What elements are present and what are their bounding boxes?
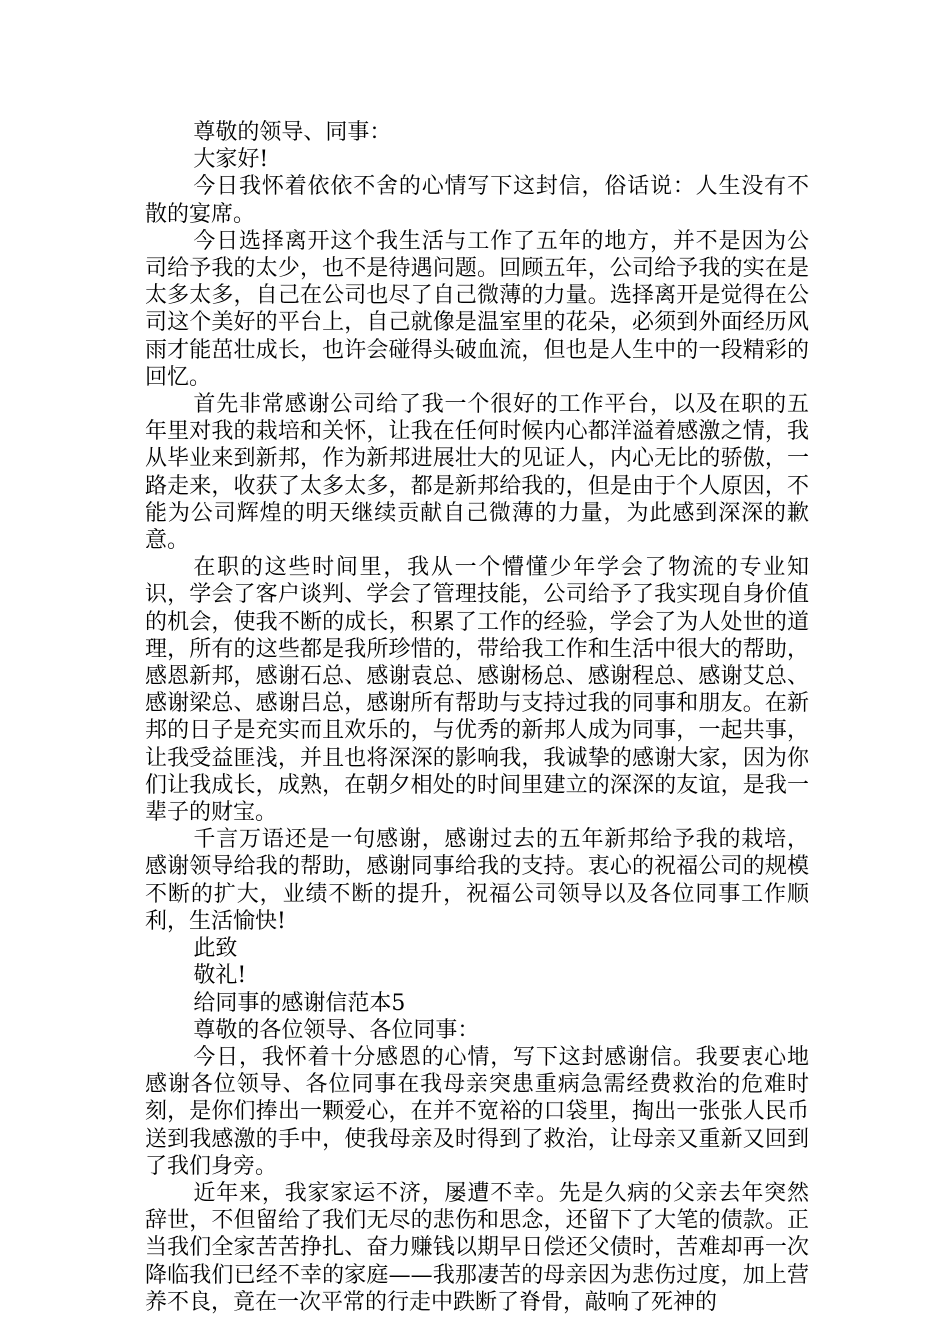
body-paragraph: 千言万语还是一句感谢，感谢过去的五年新邦给予我的栽培，感谢领导给我的帮助，感谢同事给我的支持。衷心的祝福公司的规模不断的扩大，业绩不断的提升，祝福公司领导以及各位同事工作顺利，生活愉快!	[145, 827, 809, 934]
closing-line: 此致	[193, 936, 238, 962]
body-paragraph: 今日，我怀着十分感恩的心情，写下这封感谢信。我要衷心地感谢各位领导、各位同事在我母亲突患重病急需经费救治的危难时刻，是你们捧出一颗爱心，在并不宽裕的口袋里，掏出一张张人民币送到我感激的手中，使我母亲及时得到了救治，让母亲又重新又回到了我们身旁。	[145, 1044, 809, 1179]
body-paragraph: 今日选择离开这个我生活与工作了五年的地方，并不是因为公司给予我的太少，也不是待遇问题。回顾五年，公司给予我的实在是太多太多，自己在公司也尽了自己微薄的力量。选择离开是觉得在公司这个美好的平台上，自己就像是温室里的花朵，必须到外面经历风雨才能茁壮成长，也许会碰得头破血流，但也是人生中的一段精彩的回忆。	[145, 228, 809, 390]
section-title: 给同事的感谢信范本5	[193, 990, 406, 1016]
salutation: 尊敬的各位领导、各位同事：	[193, 1017, 480, 1043]
greeting: 大家好!	[193, 147, 269, 173]
document-page	[145, 119, 809, 1316]
body-paragraph: 近年来，我家家运不济，屡遭不幸。先是久病的父亲去年突然辞世，不但留给了我们无尽的悲伤和思念，还留下了大笔的债款。正当我们全家苦苦挣扎、奋力赚钱以期早日偿还父债时，苦难却再一次降临我们已经不幸的家庭——我那凄苦的母亲因为悲伤过度，加上营养不良，竟在一次平常的行走中跌断了脊骨，敲响了死神的	[145, 1180, 809, 1315]
body-paragraph: 在职的这些时间里，我从一个懵懂少年学会了物流的专业知识，学会了客户谈判、学会了管理技能，公司给予了我实现自身价值的机会，使我不断的成长，积累了工作的经验，学会了为人处世的道理，所有的这些都是我所珍惜的，带给我工作和生活中很大的帮助，感恩新邦，感谢石总、感谢袁总、感谢杨总、感谢程总、感谢艾总、感谢梁总、感谢吕总，感谢所有帮助与支持过我的同事和朋友。在新邦的日子是充实而且欢乐的，与优秀的新邦人成为同事，一起共事，让我受益匪浅，并且也将深深的影响我，我诚挚的感谢大家，因为你们让我成长，成熟，在朝夕相处的时间里建立的深深的友谊，是我一辈子的财宝。	[145, 555, 809, 826]
body-paragraph: 今日我怀着依依不舍的心情写下这封信，俗话说：人生没有不散的宴席。	[145, 174, 809, 227]
closing-regards: 敬礼!	[193, 963, 247, 989]
body-paragraph: 首先非常感谢公司给了我一个很好的工作平台，以及在职的五年里对我的栽培和关怀，让我在任何时候内心都洋溢着感激之情，我从毕业来到新邦，作为新邦进展壮大的见证人，内心无比的骄傲，一路走来，收获了太多太多，都是新邦给我的，但是由于个人原因，不能为公司辉煌的明天继续贡献自己微薄的力量，为此感到深深的歉意。	[145, 392, 809, 554]
salutation: 尊敬的领导、同事：	[193, 120, 392, 145]
